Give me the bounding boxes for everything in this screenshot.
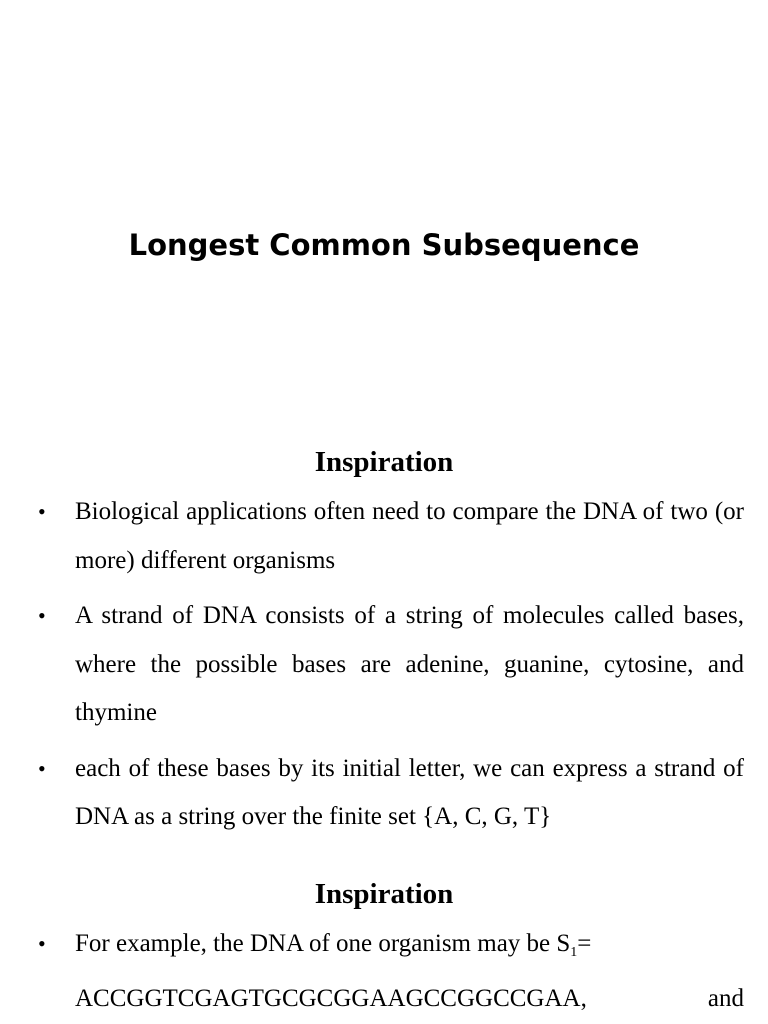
dna-sequence: ACCGGTCGAGTGCGCGGAAGCCGGCCGAA, (75, 984, 587, 1012)
bullet-list (0, 920, 768, 1023)
section-inspiration-2 (0, 876, 768, 1023)
example-trailing-word: and (707, 984, 744, 1012)
bullet-item (0, 745, 768, 842)
section-inspiration-1 (0, 444, 768, 849)
bullet-icon: • (38, 755, 46, 781)
example-subscript: 1 (570, 945, 578, 960)
example-first-line (75, 920, 744, 969)
bullet-text: Biological applications often need to compare the DNA of two (or more) different organisms (75, 498, 744, 574)
bullet-icon: • (38, 931, 46, 956)
bullet-text: A strand of DNA consists of a string of molecules called bases, where the possible bases are adenine, guanine, cytosine, and thymine (75, 602, 744, 726)
section-heading: Inspiration (314, 446, 454, 478)
bullet-list (0, 488, 768, 842)
bullet-icon: • (38, 499, 46, 524)
example-lead-text: For example, the DNA of one organism may be S (75, 930, 571, 957)
example-equals: = (577, 930, 592, 957)
bullet-item (0, 920, 768, 1023)
bullet-item (0, 488, 768, 585)
section-heading: Inspiration (314, 878, 454, 910)
example-words (75, 920, 591, 969)
example-sequence-line (75, 969, 744, 1024)
bullet-icon: • (38, 603, 46, 628)
bullet-text: each of these bases by its initial letter, we can express a strand of DNA as a string over the finite set {A, C, G, T} (75, 754, 744, 830)
page-title: Longest Common Subsequence (128, 228, 640, 262)
bullet-item (0, 592, 768, 738)
